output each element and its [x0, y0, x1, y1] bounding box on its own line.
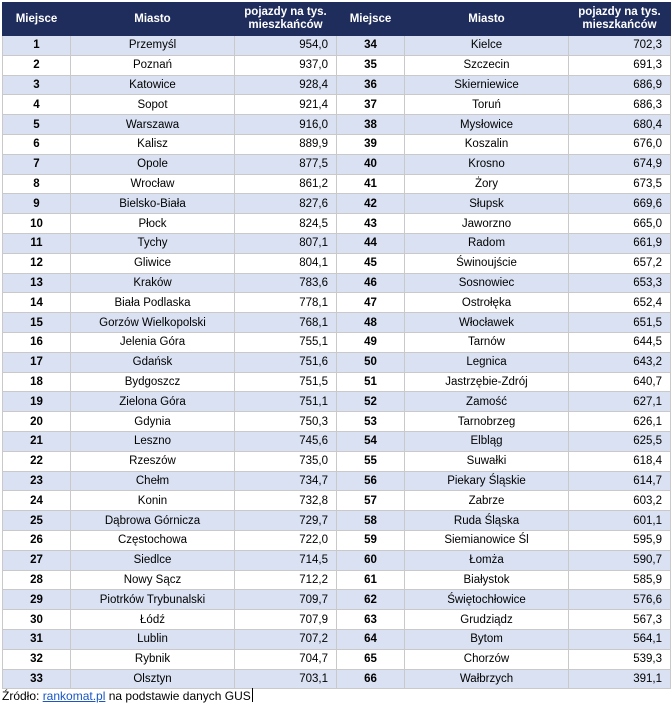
- rank-cell: 1: [3, 36, 71, 56]
- value-cell: 707,2: [235, 629, 337, 649]
- source-prefix: Źródło:: [2, 689, 43, 703]
- city-cell: Łomża: [405, 550, 569, 570]
- city-cell: Jaworzno: [405, 214, 569, 234]
- value-cell: 686,3: [569, 95, 671, 115]
- table-row: [3, 134, 671, 154]
- value-cell: 627,1: [569, 392, 671, 412]
- value-cell: 714,5: [235, 550, 337, 570]
- city-cell: Piekary Śląskie: [405, 471, 569, 491]
- column-header-city: Miasto: [71, 3, 235, 36]
- rank-cell: 46: [337, 273, 405, 293]
- value-cell: 877,5: [235, 154, 337, 174]
- rank-cell: 22: [3, 451, 71, 471]
- value-cell: 734,7: [235, 471, 337, 491]
- city-cell: Gdańsk: [71, 352, 235, 372]
- rank-cell: 19: [3, 392, 71, 412]
- city-cell: Jelenia Góra: [71, 332, 235, 352]
- value-cell: 652,4: [569, 293, 671, 313]
- rank-cell: 32: [3, 649, 71, 669]
- city-cell: Gliwice: [71, 253, 235, 273]
- city-cell: Biała Podlaska: [71, 293, 235, 313]
- rank-cell: 44: [337, 233, 405, 253]
- rank-cell: 62: [337, 590, 405, 610]
- table-row: [3, 36, 671, 56]
- rank-cell: 17: [3, 352, 71, 372]
- table-row: [3, 293, 671, 313]
- table-row: [3, 471, 671, 491]
- value-cell: 669,6: [569, 194, 671, 214]
- city-cell: Lublin: [71, 629, 235, 649]
- rank-cell: 55: [337, 451, 405, 471]
- table-row: [3, 154, 671, 174]
- city-cell: Częstochowa: [71, 530, 235, 550]
- table-row: [3, 332, 671, 352]
- rank-cell: 28: [3, 570, 71, 590]
- value-cell: 618,4: [569, 451, 671, 471]
- rank-cell: 58: [337, 511, 405, 531]
- value-cell: 626,1: [569, 412, 671, 432]
- value-cell: 643,2: [569, 352, 671, 372]
- city-cell: Rybnik: [71, 649, 235, 669]
- city-cell: Świętochłowice: [405, 590, 569, 610]
- city-cell: Mysłowice: [405, 115, 569, 135]
- rank-cell: 31: [3, 629, 71, 649]
- value-cell: 750,3: [235, 412, 337, 432]
- table-row: [3, 352, 671, 372]
- rank-cell: 13: [3, 273, 71, 293]
- table-row: [3, 530, 671, 550]
- rank-cell: 7: [3, 154, 71, 174]
- rank-cell: 9: [3, 194, 71, 214]
- city-cell: Zielona Góra: [71, 392, 235, 412]
- rank-cell: 48: [337, 313, 405, 333]
- value-cell: 539,3: [569, 649, 671, 669]
- value-cell: 625,5: [569, 431, 671, 451]
- rank-cell: 51: [337, 372, 405, 392]
- table-header-row: [3, 3, 671, 36]
- rank-cell: 4: [3, 95, 71, 115]
- rank-cell: 42: [337, 194, 405, 214]
- rank-cell: 36: [337, 75, 405, 95]
- rank-cell: 47: [337, 293, 405, 313]
- rank-cell: 66: [337, 669, 405, 689]
- table-row: [3, 313, 671, 333]
- city-cell: Poznań: [71, 55, 235, 75]
- value-cell: 674,9: [569, 154, 671, 174]
- table-row: [3, 491, 671, 511]
- column-header-value: pojazdy na tys. mieszkańców: [569, 3, 671, 36]
- value-cell: 640,7: [569, 372, 671, 392]
- rank-cell: 2: [3, 55, 71, 75]
- value-cell: 751,6: [235, 352, 337, 372]
- city-cell: Chorzów: [405, 649, 569, 669]
- rank-cell: 59: [337, 530, 405, 550]
- city-cell: Przemyśl: [71, 36, 235, 56]
- table-row: [3, 649, 671, 669]
- table-row: [3, 629, 671, 649]
- table-row: [3, 253, 671, 273]
- city-cell: Siemianowice Śl: [405, 530, 569, 550]
- city-cell: Kalisz: [71, 134, 235, 154]
- city-cell: Siedlce: [71, 550, 235, 570]
- source-link[interactable]: rankomat.pl: [42, 689, 106, 703]
- table-row: [3, 392, 671, 412]
- city-cell: Grudziądz: [405, 610, 569, 630]
- rank-cell: 26: [3, 530, 71, 550]
- value-cell: 661,9: [569, 233, 671, 253]
- rank-cell: 12: [3, 253, 71, 273]
- table-row: [3, 669, 671, 689]
- table-row: [3, 550, 671, 570]
- value-cell: 889,9: [235, 134, 337, 154]
- column-header-rank: Miejsce: [337, 3, 405, 36]
- city-cell: Leszno: [71, 431, 235, 451]
- rank-cell: 39: [337, 134, 405, 154]
- value-cell: 653,3: [569, 273, 671, 293]
- value-cell: 861,2: [235, 174, 337, 194]
- city-cell: Sopot: [71, 95, 235, 115]
- value-cell: 928,4: [235, 75, 337, 95]
- value-cell: 686,9: [569, 75, 671, 95]
- value-cell: 712,2: [235, 570, 337, 590]
- column-header-city: Miasto: [405, 3, 569, 36]
- rank-cell: 18: [3, 372, 71, 392]
- rank-cell: 30: [3, 610, 71, 630]
- rank-cell: 33: [3, 669, 71, 689]
- table-row: [3, 75, 671, 95]
- value-cell: 567,3: [569, 610, 671, 630]
- value-cell: 751,5: [235, 372, 337, 392]
- value-cell: 644,5: [569, 332, 671, 352]
- city-cell: Łódź: [71, 610, 235, 630]
- value-cell: 651,5: [569, 313, 671, 333]
- table-row: [3, 511, 671, 531]
- rank-cell: 50: [337, 352, 405, 372]
- value-cell: 676,0: [569, 134, 671, 154]
- text-cursor: [252, 688, 253, 702]
- rank-cell: 63: [337, 610, 405, 630]
- value-cell: 807,1: [235, 233, 337, 253]
- city-cell: Włocławek: [405, 313, 569, 333]
- rank-cell: 21: [3, 431, 71, 451]
- rank-cell: 16: [3, 332, 71, 352]
- rank-cell: 35: [337, 55, 405, 75]
- city-cell: Kraków: [71, 273, 235, 293]
- city-cell: Piotrków Trybunalski: [71, 590, 235, 610]
- city-cell: Świnoujście: [405, 253, 569, 273]
- city-cell: Warszawa: [71, 115, 235, 135]
- rank-cell: 20: [3, 412, 71, 432]
- value-cell: 707,9: [235, 610, 337, 630]
- rank-cell: 64: [337, 629, 405, 649]
- city-cell: Rzeszów: [71, 451, 235, 471]
- rank-cell: 49: [337, 332, 405, 352]
- table-row: [3, 115, 671, 135]
- value-cell: 937,0: [235, 55, 337, 75]
- city-cell: Bydgoszcz: [71, 372, 235, 392]
- vehicles-ranking-table: [2, 2, 671, 689]
- value-cell: 657,2: [569, 253, 671, 273]
- rank-cell: 10: [3, 214, 71, 234]
- value-cell: 916,0: [235, 115, 337, 135]
- city-cell: Chełm: [71, 471, 235, 491]
- city-cell: Sosnowiec: [405, 273, 569, 293]
- city-cell: Jastrzębie-Zdrój: [405, 372, 569, 392]
- rank-cell: 37: [337, 95, 405, 115]
- value-cell: 691,3: [569, 55, 671, 75]
- rank-cell: 38: [337, 115, 405, 135]
- city-cell: Legnica: [405, 352, 569, 372]
- table-row: [3, 431, 671, 451]
- city-cell: Opole: [71, 154, 235, 174]
- table-row: [3, 570, 671, 590]
- table-row: [3, 214, 671, 234]
- city-cell: Gdynia: [71, 412, 235, 432]
- city-cell: Suwałki: [405, 451, 569, 471]
- city-cell: Kielce: [405, 36, 569, 56]
- table-row: [3, 412, 671, 432]
- rank-cell: 45: [337, 253, 405, 273]
- city-cell: Elbląg: [405, 431, 569, 451]
- city-cell: Radom: [405, 233, 569, 253]
- rank-cell: 15: [3, 313, 71, 333]
- value-cell: 729,7: [235, 511, 337, 531]
- value-cell: 824,5: [235, 214, 337, 234]
- value-cell: 601,1: [569, 511, 671, 531]
- value-cell: 603,2: [569, 491, 671, 511]
- value-cell: 804,1: [235, 253, 337, 273]
- table-body: [3, 36, 671, 689]
- rank-cell: 25: [3, 511, 71, 531]
- value-cell: 680,4: [569, 115, 671, 135]
- city-cell: Żory: [405, 174, 569, 194]
- city-cell: Nowy Sącz: [71, 570, 235, 590]
- value-cell: 665,0: [569, 214, 671, 234]
- value-cell: 704,7: [235, 649, 337, 669]
- value-cell: 827,6: [235, 194, 337, 214]
- city-cell: Bytom: [405, 629, 569, 649]
- value-cell: 391,1: [569, 669, 671, 689]
- city-cell: Krosno: [405, 154, 569, 174]
- rank-cell: 43: [337, 214, 405, 234]
- value-cell: 702,3: [569, 36, 671, 56]
- city-cell: Ostrołęka: [405, 293, 569, 313]
- value-cell: 703,1: [235, 669, 337, 689]
- rank-cell: 41: [337, 174, 405, 194]
- city-cell: Tychy: [71, 233, 235, 253]
- rank-cell: 14: [3, 293, 71, 313]
- table-row: [3, 590, 671, 610]
- rank-cell: 61: [337, 570, 405, 590]
- city-cell: Skierniewice: [405, 75, 569, 95]
- value-cell: 585,9: [569, 570, 671, 590]
- table-row: [3, 95, 671, 115]
- value-cell: 751,1: [235, 392, 337, 412]
- city-cell: Płock: [71, 214, 235, 234]
- rank-cell: 60: [337, 550, 405, 570]
- rank-cell: 40: [337, 154, 405, 174]
- city-cell: Toruń: [405, 95, 569, 115]
- rank-cell: 6: [3, 134, 71, 154]
- city-cell: Słupsk: [405, 194, 569, 214]
- value-cell: 921,4: [235, 95, 337, 115]
- value-cell: 735,0: [235, 451, 337, 471]
- table-row: [3, 233, 671, 253]
- column-header-rank: Miejsce: [3, 3, 71, 36]
- city-cell: Szczecin: [405, 55, 569, 75]
- rank-cell: 3: [3, 75, 71, 95]
- rank-cell: 23: [3, 471, 71, 491]
- value-cell: 673,5: [569, 174, 671, 194]
- city-cell: Olsztyn: [71, 669, 235, 689]
- rank-cell: 8: [3, 174, 71, 194]
- rank-cell: 5: [3, 115, 71, 135]
- city-cell: Wrocław: [71, 174, 235, 194]
- value-cell: 564,1: [569, 629, 671, 649]
- value-cell: 745,6: [235, 431, 337, 451]
- value-cell: 709,7: [235, 590, 337, 610]
- value-cell: 755,1: [235, 332, 337, 352]
- city-cell: Bielsko-Biała: [71, 194, 235, 214]
- city-cell: Ruda Śląska: [405, 511, 569, 531]
- source-note: [2, 688, 253, 704]
- value-cell: 576,6: [569, 590, 671, 610]
- city-cell: Tarnów: [405, 332, 569, 352]
- city-cell: Białystok: [405, 570, 569, 590]
- rank-cell: 34: [337, 36, 405, 56]
- column-header-value: pojazdy na tys. mieszkańców: [235, 3, 337, 36]
- rank-cell: 56: [337, 471, 405, 491]
- city-cell: Katowice: [71, 75, 235, 95]
- rank-cell: 24: [3, 491, 71, 511]
- city-cell: Zamość: [405, 392, 569, 412]
- value-cell: 783,6: [235, 273, 337, 293]
- city-cell: Wałbrzych: [405, 669, 569, 689]
- rank-cell: 29: [3, 590, 71, 610]
- city-cell: Tarnobrzeg: [405, 412, 569, 432]
- rank-cell: 54: [337, 431, 405, 451]
- value-cell: 954,0: [235, 36, 337, 56]
- table-row: [3, 55, 671, 75]
- value-cell: 768,1: [235, 313, 337, 333]
- city-cell: Koszalin: [405, 134, 569, 154]
- rank-cell: 65: [337, 649, 405, 669]
- table-row: [3, 451, 671, 471]
- table-row: [3, 610, 671, 630]
- table-row: [3, 273, 671, 293]
- city-cell: Dąbrowa Górnicza: [71, 511, 235, 531]
- rank-cell: 52: [337, 392, 405, 412]
- city-cell: Gorzów Wielkopolski: [71, 313, 235, 333]
- city-cell: Zabrze: [405, 491, 569, 511]
- table-row: [3, 194, 671, 214]
- rank-cell: 57: [337, 491, 405, 511]
- value-cell: 778,1: [235, 293, 337, 313]
- value-cell: 595,9: [569, 530, 671, 550]
- rank-cell: 11: [3, 233, 71, 253]
- value-cell: 614,7: [569, 471, 671, 491]
- value-cell: 732,8: [235, 491, 337, 511]
- value-cell: 722,0: [235, 530, 337, 550]
- table-row: [3, 174, 671, 194]
- source-suffix: na podstawie danych GUS: [105, 689, 251, 703]
- city-cell: Konin: [71, 491, 235, 511]
- table-row: [3, 372, 671, 392]
- value-cell: 590,7: [569, 550, 671, 570]
- rank-cell: 27: [3, 550, 71, 570]
- rank-cell: 53: [337, 412, 405, 432]
